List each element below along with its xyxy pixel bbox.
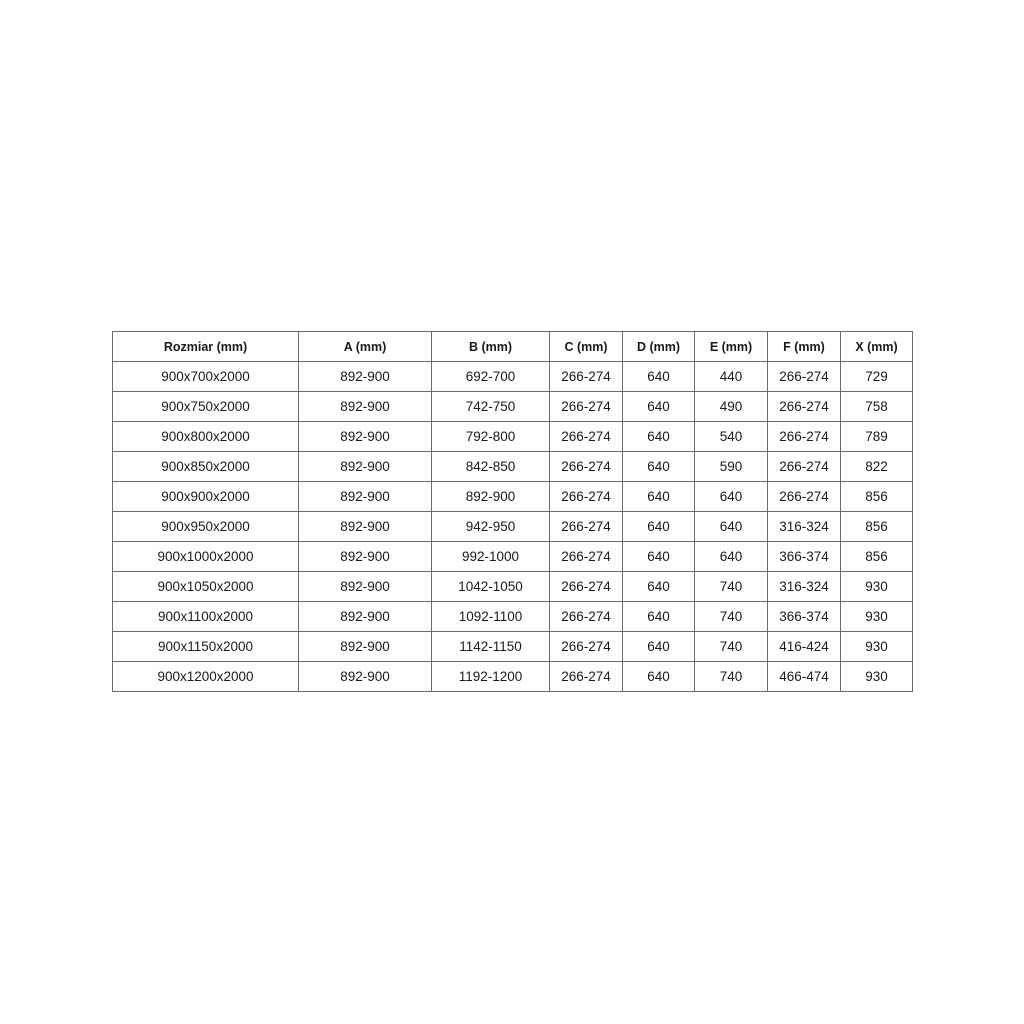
table-row — [113, 452, 913, 482]
header-b: B (mm) — [432, 332, 550, 362]
dimensions-table-container — [112, 331, 912, 692]
table-row — [113, 602, 913, 632]
cell-x: 930 — [841, 632, 913, 662]
header-d: D (mm) — [623, 332, 695, 362]
cell-b: 992-1000 — [432, 542, 550, 572]
cell-x: 856 — [841, 512, 913, 542]
cell-f: 266-274 — [768, 482, 841, 512]
cell-e: 740 — [695, 662, 768, 692]
cell-e: 740 — [695, 602, 768, 632]
table-row — [113, 632, 913, 662]
header-size: Rozmiar (mm) — [113, 332, 299, 362]
table-row — [113, 392, 913, 422]
cell-d: 640 — [623, 662, 695, 692]
cell-size: 900x1100x2000 — [113, 602, 299, 632]
cell-x: 729 — [841, 362, 913, 392]
cell-b: 792-800 — [432, 422, 550, 452]
cell-f: 416-424 — [768, 632, 841, 662]
cell-x: 930 — [841, 662, 913, 692]
dimensions-table — [112, 331, 913, 692]
cell-f: 366-374 — [768, 602, 841, 632]
header-a: A (mm) — [299, 332, 432, 362]
table-row — [113, 512, 913, 542]
cell-e: 590 — [695, 452, 768, 482]
cell-c: 266-274 — [550, 482, 623, 512]
cell-e: 490 — [695, 392, 768, 422]
cell-size: 900x950x2000 — [113, 512, 299, 542]
table-row — [113, 482, 913, 512]
cell-d: 640 — [623, 632, 695, 662]
cell-e: 640 — [695, 482, 768, 512]
cell-e: 740 — [695, 632, 768, 662]
cell-d: 640 — [623, 482, 695, 512]
cell-x: 822 — [841, 452, 913, 482]
cell-f: 466-474 — [768, 662, 841, 692]
cell-a: 892-900 — [299, 632, 432, 662]
cell-e: 640 — [695, 542, 768, 572]
cell-size: 900x1000x2000 — [113, 542, 299, 572]
header-c: C (mm) — [550, 332, 623, 362]
cell-b: 892-900 — [432, 482, 550, 512]
cell-f: 316-324 — [768, 572, 841, 602]
cell-d: 640 — [623, 542, 695, 572]
cell-size: 900x1050x2000 — [113, 572, 299, 602]
cell-a: 892-900 — [299, 662, 432, 692]
cell-size: 900x700x2000 — [113, 362, 299, 392]
cell-x: 856 — [841, 482, 913, 512]
cell-c: 266-274 — [550, 452, 623, 482]
cell-size: 900x1200x2000 — [113, 662, 299, 692]
cell-b: 842-850 — [432, 452, 550, 482]
cell-b: 1142-1150 — [432, 632, 550, 662]
cell-b: 1192-1200 — [432, 662, 550, 692]
cell-e: 640 — [695, 512, 768, 542]
cell-c: 266-274 — [550, 602, 623, 632]
cell-c: 266-274 — [550, 422, 623, 452]
table-row — [113, 542, 913, 572]
cell-size: 900x750x2000 — [113, 392, 299, 422]
cell-c: 266-274 — [550, 392, 623, 422]
cell-b: 942-950 — [432, 512, 550, 542]
cell-a: 892-900 — [299, 452, 432, 482]
cell-b: 692-700 — [432, 362, 550, 392]
cell-d: 640 — [623, 422, 695, 452]
cell-d: 640 — [623, 602, 695, 632]
cell-d: 640 — [623, 572, 695, 602]
cell-a: 892-900 — [299, 392, 432, 422]
cell-b: 1092-1100 — [432, 602, 550, 632]
cell-x: 856 — [841, 542, 913, 572]
cell-b: 1042-1050 — [432, 572, 550, 602]
cell-e: 540 — [695, 422, 768, 452]
cell-x: 758 — [841, 392, 913, 422]
cell-c: 266-274 — [550, 512, 623, 542]
cell-d: 640 — [623, 392, 695, 422]
table-row — [113, 422, 913, 452]
header-f: F (mm) — [768, 332, 841, 362]
cell-a: 892-900 — [299, 542, 432, 572]
cell-f: 316-324 — [768, 512, 841, 542]
cell-size: 900x800x2000 — [113, 422, 299, 452]
cell-a: 892-900 — [299, 422, 432, 452]
cell-c: 266-274 — [550, 572, 623, 602]
cell-f: 266-274 — [768, 392, 841, 422]
table-row — [113, 662, 913, 692]
cell-f: 266-274 — [768, 362, 841, 392]
cell-x: 930 — [841, 572, 913, 602]
cell-f: 266-274 — [768, 422, 841, 452]
cell-x: 789 — [841, 422, 913, 452]
cell-a: 892-900 — [299, 602, 432, 632]
cell-c: 266-274 — [550, 662, 623, 692]
cell-a: 892-900 — [299, 512, 432, 542]
cell-f: 366-374 — [768, 542, 841, 572]
cell-d: 640 — [623, 452, 695, 482]
cell-d: 640 — [623, 512, 695, 542]
cell-c: 266-274 — [550, 632, 623, 662]
cell-d: 640 — [623, 362, 695, 392]
cell-e: 440 — [695, 362, 768, 392]
cell-a: 892-900 — [299, 482, 432, 512]
cell-f: 266-274 — [768, 452, 841, 482]
table-row — [113, 572, 913, 602]
cell-size: 900x900x2000 — [113, 482, 299, 512]
cell-e: 740 — [695, 572, 768, 602]
cell-c: 266-274 — [550, 362, 623, 392]
table-body — [113, 362, 913, 692]
header-x: X (mm) — [841, 332, 913, 362]
table-header-row — [113, 332, 913, 362]
cell-b: 742-750 — [432, 392, 550, 422]
cell-size: 900x850x2000 — [113, 452, 299, 482]
cell-size: 900x1150x2000 — [113, 632, 299, 662]
cell-c: 266-274 — [550, 542, 623, 572]
header-e: E (mm) — [695, 332, 768, 362]
table-row — [113, 362, 913, 392]
cell-x: 930 — [841, 602, 913, 632]
cell-a: 892-900 — [299, 362, 432, 392]
cell-a: 892-900 — [299, 572, 432, 602]
